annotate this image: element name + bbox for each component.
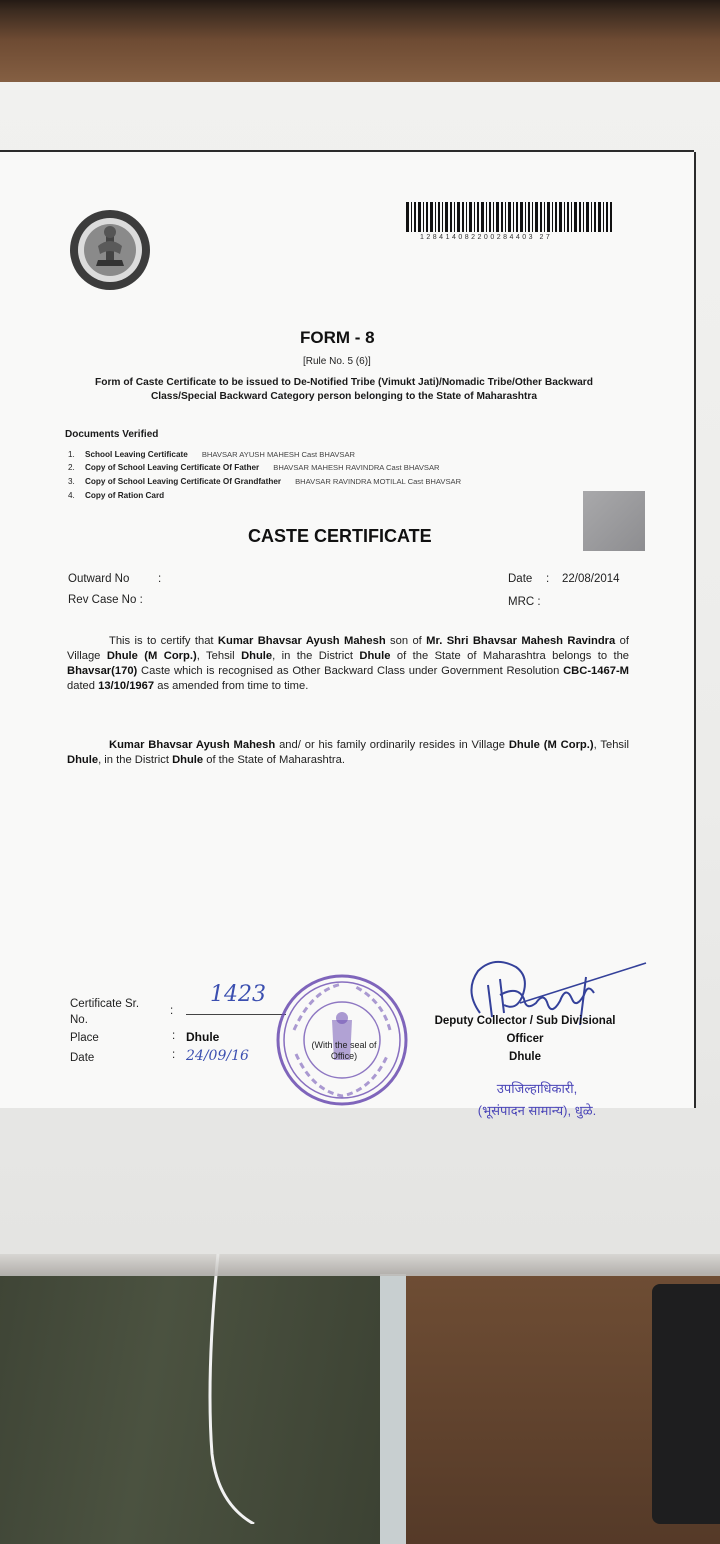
- document-number: 4.: [68, 491, 75, 500]
- applicant-name: Kumar Bhavsar Ayush Mahesh: [109, 739, 276, 751]
- rule-number: [Rule No. 5 (6)]: [303, 356, 371, 367]
- cert-sr-underline: [186, 1014, 286, 1015]
- date-colon: :: [546, 573, 550, 585]
- document-item: [68, 477, 461, 486]
- date-handwritten: 24/09/16: [186, 1048, 249, 1064]
- document-value: BHAVSAR RAVINDRA MOTILAL Cast BHAVSAR: [295, 477, 462, 486]
- outward-no-colon: :: [158, 573, 162, 585]
- mrc-label: MRC :: [508, 596, 541, 608]
- marathi-line-2: (भूसंपादन सामान्य), धुळे.: [477, 1103, 597, 1118]
- background-gap: [380, 1274, 406, 1544]
- background-desk: [0, 1254, 720, 1544]
- background-wood-top: [0, 0, 720, 92]
- district: Dhule: [359, 650, 391, 662]
- date-footer-label: Date: [70, 1052, 95, 1064]
- barcode: [406, 202, 612, 232]
- resolution-number: CBC-1467-M: [563, 665, 629, 677]
- government-emblem-icon: [66, 206, 154, 294]
- document-number: 3.: [68, 477, 75, 486]
- background-fabric: [0, 1274, 380, 1544]
- documents-heading: Documents Verified: [65, 429, 159, 440]
- document-label: Copy of School Leaving Certificate Of Grandfather: [85, 477, 282, 486]
- marathi-designation-stamp: [452, 1078, 622, 1122]
- designation-line-2: Officer: [506, 1033, 544, 1045]
- document-label: School Leaving Certificate: [85, 450, 188, 459]
- document-label: Copy of School Leaving Certificate Of Father: [85, 463, 260, 472]
- cert-sr-label: Certificate Sr.: [70, 998, 140, 1010]
- document-value: BHAVSAR AYUSH MAHESH Cast BHAVSAR: [201, 450, 356, 459]
- applicant-name: Kumar Bhavsar Ayush Mahesh: [217, 635, 386, 647]
- certification-paragraph: This is to certify that Kumar Bhavsar Ayush Mahesh son of Mr. Shri Bhavsar Mahesh Ravindra of Village Dhule (M Corp.), Tehsil Dhule, in the District Dhule of the State of Maharashtra belongs to the Bhavsar(170) Caste which is recognised as Other Backward Class under Government Resolution CBC-1467-M dated 13/10/1967 as amended from time to time.: [67, 635, 630, 692]
- outward-no-label: Outward No: [68, 573, 130, 585]
- resolution-date: 13/10/1967: [98, 680, 155, 692]
- caste: Bhavsar(170): [67, 665, 138, 677]
- certificate-title: CASTE CERTIFICATE: [248, 526, 432, 546]
- date-label: Date: [508, 573, 533, 585]
- marathi-line-1: उपजिल्हाधिकारी,: [496, 1081, 578, 1096]
- designation-line-1: Deputy Collector / Sub Divisional: [434, 1015, 616, 1027]
- document-label: Copy of Ration Card: [85, 491, 165, 500]
- father-name: Mr. Shri Bhavsar Mahesh Ravindra: [426, 635, 616, 647]
- district: Dhule: [172, 754, 204, 766]
- cable: [196, 1254, 256, 1524]
- residence-paragraph: Kumar Bhavsar Ayush Mahesh and/ or his family ordinarily resides in Village Dhule (M Corp.), Tehsil Dhule, in the District Dhule of the State of Maharashtra.: [67, 739, 629, 766]
- place-value: Dhule: [186, 1030, 220, 1044]
- document-value: BHAVSAR MAHESH RAVINDRA Cast BHAVSAR: [273, 463, 440, 472]
- cert-sr-label-2: No.: [70, 1014, 88, 1026]
- designation-line-3: Dhule: [509, 1051, 541, 1063]
- seal-note: (With the seal of Office): [311, 1040, 377, 1061]
- rev-case-label: Rev Case No :: [68, 594, 143, 606]
- document-number: 1.: [68, 450, 75, 459]
- photo-thumbnail: [583, 491, 645, 551]
- village: Dhule (M Corp.): [106, 650, 197, 662]
- document-number: 2.: [68, 463, 75, 472]
- document-item: [68, 450, 355, 459]
- clipboard-bottom-edge: [0, 1254, 720, 1276]
- tehsil: Dhule: [67, 754, 99, 766]
- place-colon: :: [172, 1030, 176, 1042]
- date-footer-colon: :: [172, 1049, 176, 1061]
- village: Dhule (M Corp.): [508, 739, 594, 751]
- form-title: FORM - 8: [300, 328, 375, 347]
- barcode-number: 128414082200284403 27: [420, 234, 553, 241]
- tehsil: Dhule: [241, 650, 273, 662]
- keyboard-edge: [652, 1284, 720, 1524]
- document-item: [68, 463, 440, 472]
- cert-sr-colon: :: [170, 1005, 174, 1017]
- officer-designation: [405, 1012, 645, 1066]
- form-description: Form of Caste Certificate to be issued to De-Notified Tribe (Vimukt Jati)/Nomadic Tribe/Other Backward Class/Special Backward Category person belonging to the State of Maharashtra: [95, 377, 593, 402]
- document-item: [68, 491, 164, 500]
- date-value: 22/08/2014: [562, 573, 620, 585]
- place-label: Place: [70, 1032, 99, 1044]
- cert-sr-number-handwritten: 1423: [210, 982, 266, 1007]
